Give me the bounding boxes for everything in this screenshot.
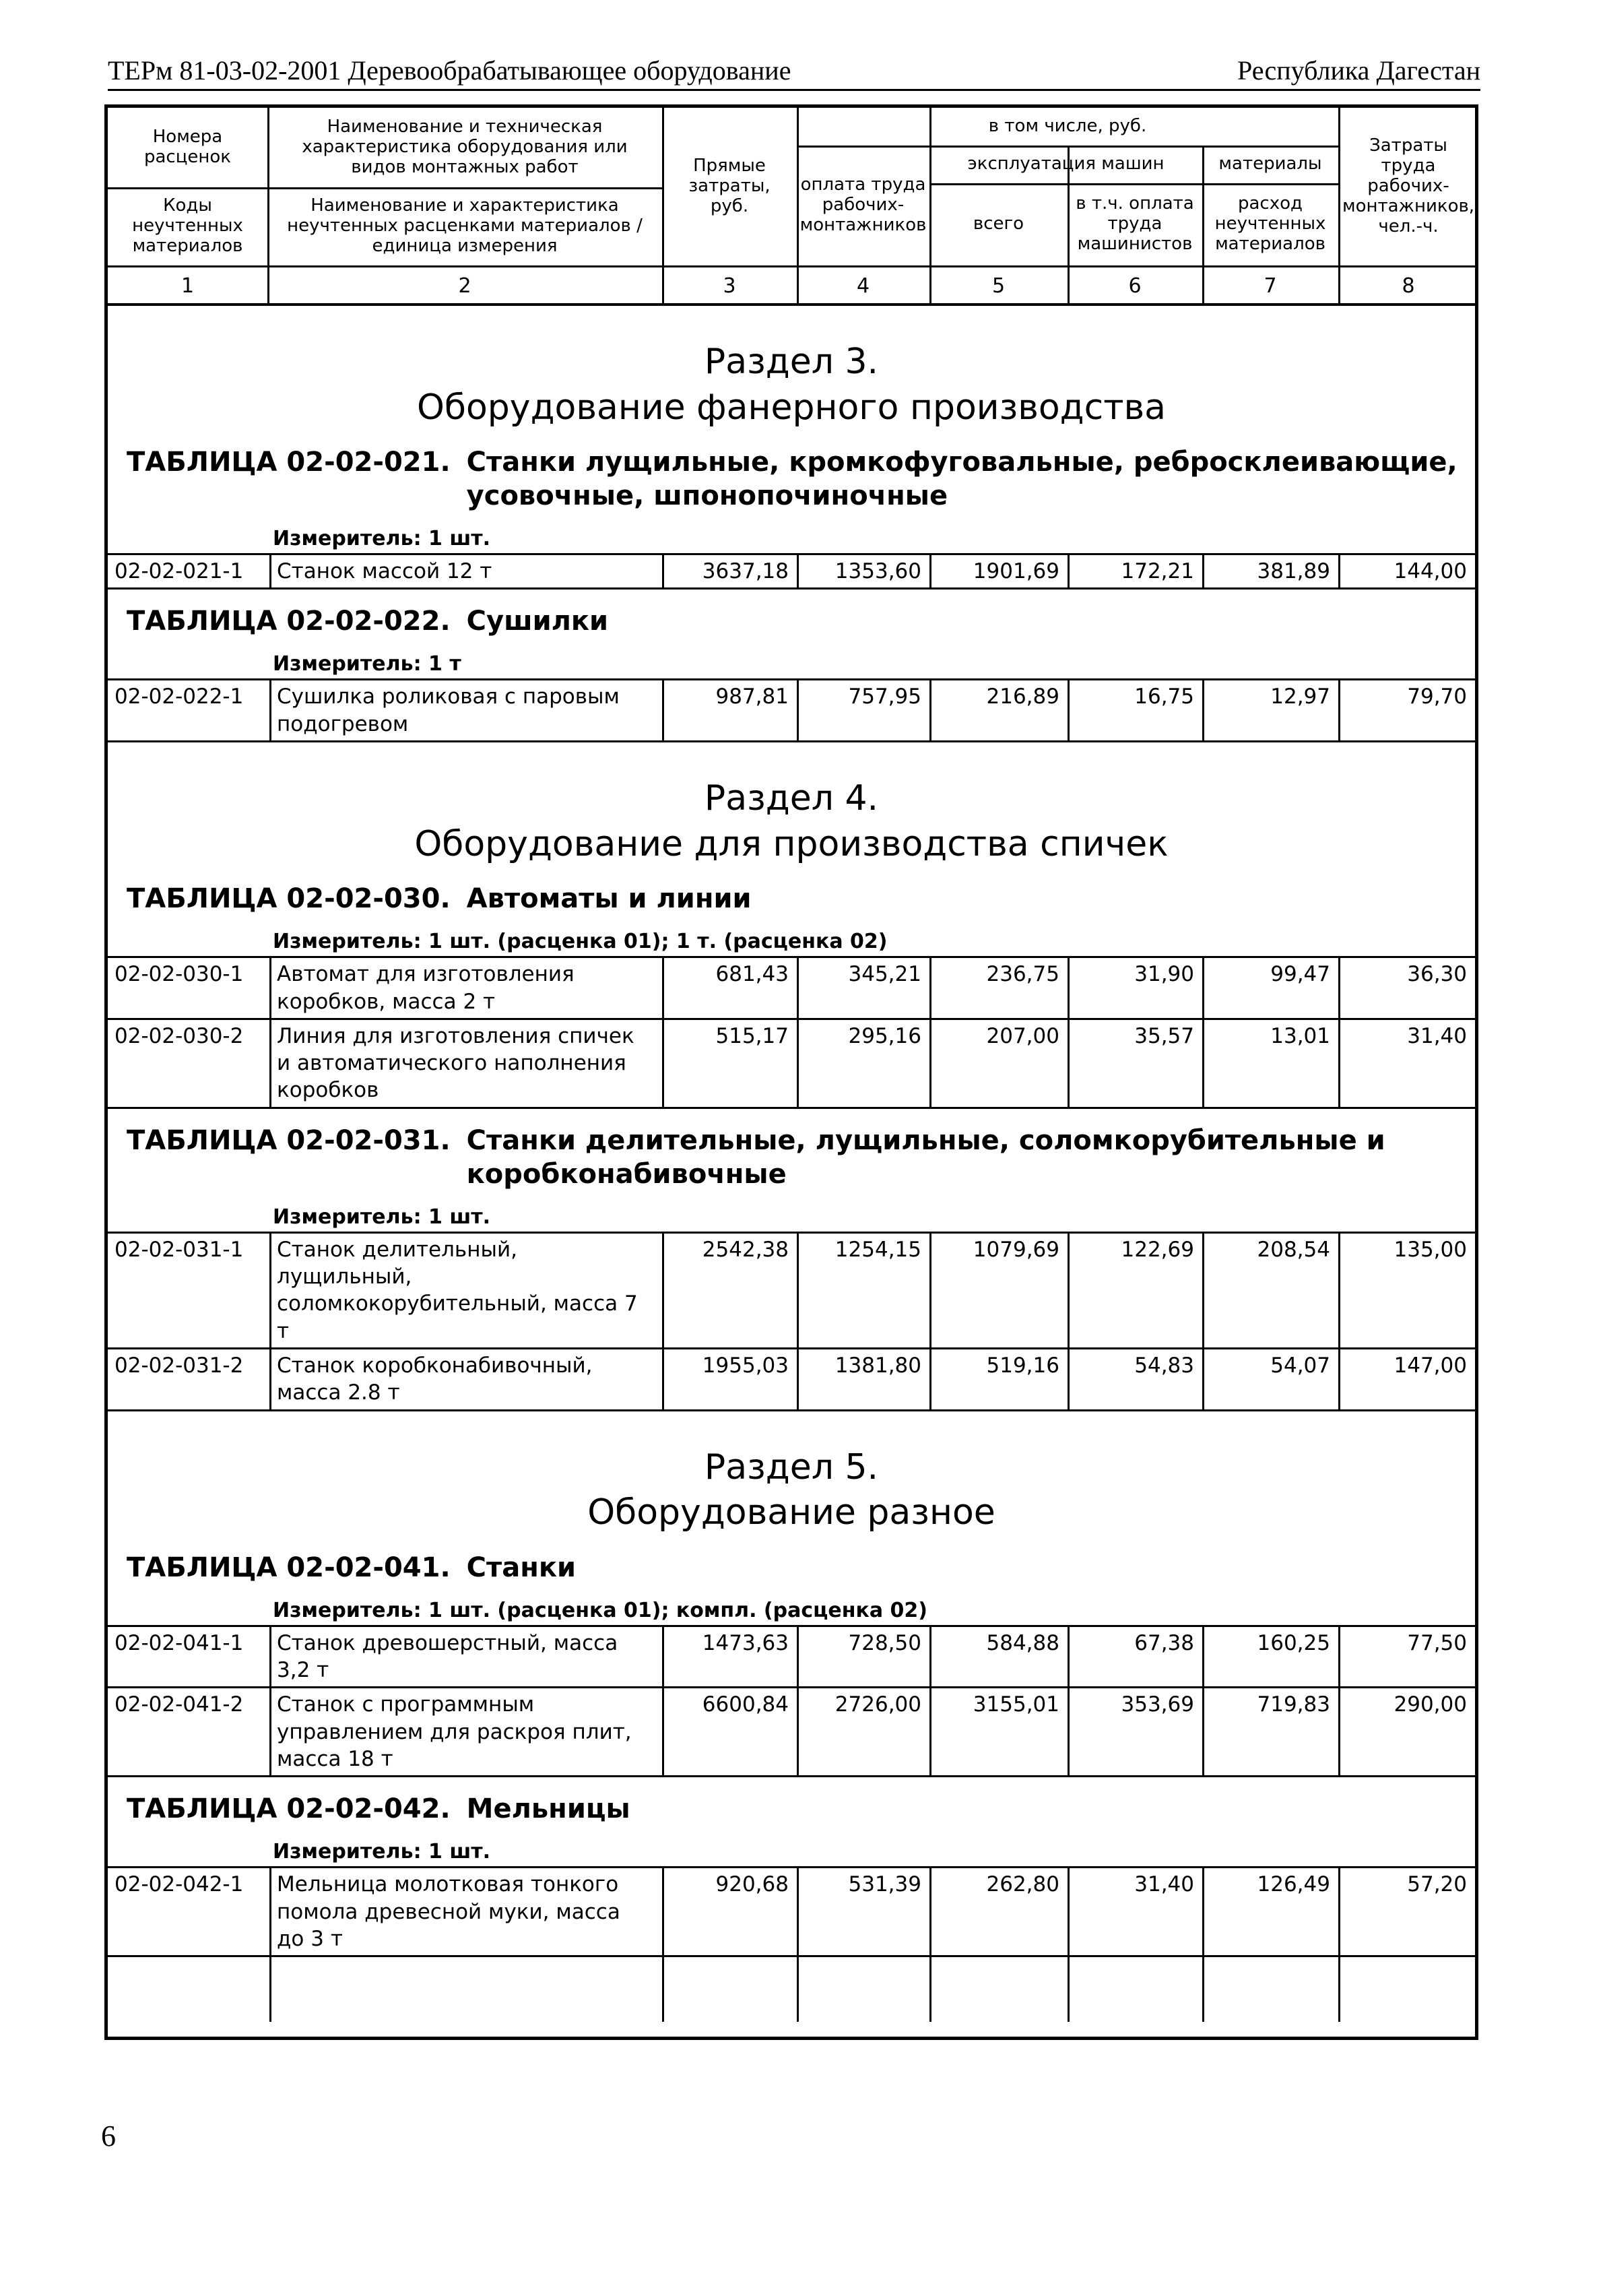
section-title: Раздел 5. [704,1446,879,1488]
table-title [108,1792,1475,1826]
table-label: ТАБЛИЦА 02-02-021. [127,447,451,478]
labor-hours: 31,40 [1338,1020,1475,1107]
equipment-name: Мельница молотковая тонкого помола древесной муки, масса до 3 т [269,1868,662,1955]
operators-pay: 172,21 [1068,555,1202,587]
table-name: Автоматы и линии [466,883,752,915]
equipment-name: Станок с программным управлением для раскроя плит, масса 18 т [269,1688,662,1775]
labor-pay: 345,21 [797,958,929,1018]
machines-total: 216,89 [929,680,1068,740]
column-number: 6 [1128,274,1142,298]
section-title: Раздел 3. [704,342,879,382]
equipment-name: Линия для изготовления спичек и автоматического наполнения коробков [269,1020,662,1107]
machines-total: 3155,01 [929,1688,1068,1775]
labor-hours: 135,00 [1338,1234,1475,1347]
labor-pay: 1254,15 [797,1234,929,1347]
table-label: ТАБЛИЦА 02-02-030. [127,883,451,915]
operators-pay: 54,83 [1068,1349,1202,1409]
section-subtitle: Оборудование разное [587,1492,995,1533]
table-row [108,1347,1475,1411]
table-body [108,340,1475,2022]
table-label: ТАБЛИЦА 02-02-041. [127,1552,451,1583]
column-number: 2 [458,274,471,298]
labor-hours: 79,70 [1338,680,1475,740]
materials-cost: 208,54 [1202,1234,1338,1347]
equipment-name: Станок древошерстный, масса 3,2 т [269,1627,662,1687]
column-number: 1 [181,274,195,298]
price-table [104,104,1478,2040]
direct-costs: 6600,84 [662,1688,797,1775]
operators-pay: 35,57 [1068,1020,1202,1107]
rate-code: 02-02-042-1 [114,1872,244,1897]
operators-pay: 67,38 [1068,1627,1202,1687]
machines-total: 236,75 [929,958,1068,1018]
column-number: 5 [991,274,1006,298]
section-heading [108,1445,1475,1536]
section-title: Раздел 4. [704,778,879,819]
header-direct-costs: Прямые затраты, руб. [688,156,771,216]
table-title [108,604,1475,638]
direct-costs: 1955,03 [662,1349,797,1409]
equipment-name: Сушилка роликовая с паровым подогревом [269,680,662,740]
direct-costs: 515,17 [662,1020,797,1107]
section-heading [108,340,1475,430]
header-material-codes: Коды неучтенных материалов [132,195,243,256]
table-label: ТАБЛИЦА 02-02-022. [127,606,451,637]
materials-cost: 719,83 [1202,1688,1338,1775]
materials-cost: 381,89 [1202,555,1338,587]
table-row [108,1232,1475,1347]
header-machines-total: всего [973,214,1024,234]
section-heading [108,776,1475,867]
column-number: 7 [1264,274,1277,298]
machines-total: 262,80 [929,1868,1068,1955]
column-number: 3 [723,274,736,298]
machines-total: 1901,69 [929,555,1068,587]
labor-hours: 36,30 [1338,958,1475,1018]
region-name: Республика Дагестан [1237,55,1480,86]
materials-cost: 160,25 [1202,1627,1338,1687]
table-row [108,1625,1475,1687]
direct-costs: 681,43 [662,958,797,1018]
labor-hours: 77,50 [1338,1627,1475,1687]
equipment-name: Автомат для изготовления коробков, масса 2 т [269,958,662,1018]
table-label: ТАБЛИЦА 02-02-031. [127,1124,451,1156]
labor-hours: 57,20 [1338,1868,1475,1955]
direct-costs: 3637,18 [662,555,797,587]
rate-code: 02-02-041-1 [114,1630,244,1655]
measure-unit: Измеритель: 1 шт. (расценка 01); 1 т. (расценка 02) [273,930,888,954]
equipment-name: Станок коробконабивочный, масса 2.8 т [269,1349,662,1409]
rate-code: 02-02-022-1 [114,684,244,709]
labor-pay: 531,39 [797,1868,929,1955]
table-row [108,678,1475,742]
table-title [108,882,1475,916]
labor-pay: 1353,60 [797,555,929,587]
labor-pay: 1381,80 [797,1349,929,1409]
header-machines: эксплуатация машин [967,154,1165,174]
table-name: Мельницы [466,1793,630,1825]
column-number: 4 [856,274,870,298]
header-material-name: Наименование и характеристика неучтенных расценками материалов / единица измерения [287,195,643,256]
machines-total: 519,16 [929,1349,1068,1409]
equipment-name: Станок массой 12 т [269,555,662,587]
table-row [108,553,1475,589]
materials-cost: 13,01 [1202,1020,1338,1107]
equipment-name: Станок делительный, лущильный, соломкокорубительный, масса 7 т [269,1234,662,1347]
labor-pay: 728,50 [797,1627,929,1687]
table-title [108,445,1475,513]
measure-unit: Измеритель: 1 шт. [273,1840,490,1864]
labor-pay: 2726,00 [797,1688,929,1775]
rate-code: 02-02-041-2 [114,1692,244,1717]
column-number: 8 [1402,274,1415,298]
table-title [108,1551,1475,1585]
labor-pay: 295,16 [797,1020,929,1107]
operators-pay: 31,40 [1068,1868,1202,1955]
measure-unit: Измеритель: 1 шт. [273,527,490,551]
machines-total: 207,00 [929,1020,1068,1107]
measure-unit: Измеритель: 1 т [273,652,461,676]
operators-pay: 16,75 [1068,680,1202,740]
section-subtitle: Оборудование для производства спичек [414,823,1169,864]
header-labor-pay: оплата труда рабочих-монтажников [799,174,927,235]
table-row [108,1866,1475,1957]
table-name: Станки [466,1552,576,1583]
rate-code: 02-02-021-1 [114,559,244,584]
rate-code: 02-02-030-1 [114,962,244,987]
operators-pay: 122,69 [1068,1234,1202,1347]
machines-total: 1079,69 [929,1234,1068,1347]
machines-total: 584,88 [929,1627,1068,1687]
column-numbers [108,265,1475,305]
rate-code: 02-02-030-2 [114,1023,244,1048]
page-header [108,47,1480,91]
header-including: в том числе, руб. [988,116,1147,137]
operators-pay: 353,69 [1068,1688,1202,1775]
header-labor-hours: Затраты труда рабочих-монтажников, чел.-ч. [1342,135,1475,236]
materials-cost: 126,49 [1202,1868,1338,1955]
rate-code: 02-02-031-1 [114,1237,244,1262]
header-rate-numbers: Номера расценок [143,127,232,167]
direct-costs: 2542,38 [662,1234,797,1347]
labor-hours: 290,00 [1338,1688,1475,1775]
direct-costs: 987,81 [662,680,797,740]
table-row [108,1018,1475,1109]
table-row [108,1686,1475,1777]
header-operators-pay: в т.ч. оплата труда машинистов [1076,193,1194,254]
direct-costs: 920,68 [662,1868,797,1955]
rate-code: 02-02-031-2 [114,1353,244,1378]
measure-unit: Измеритель: 1 шт. [273,1205,490,1229]
table-name: Станки делительные, лущильные, соломкорубительные и коробконабивочные [466,1124,1385,1190]
document-title: ТЕРм 81-03-02-2001 Деревообрабатывающее оборудование [108,55,791,86]
section-subtitle: Оборудование фанерного производства [416,387,1167,428]
table-header [108,108,1475,306]
direct-costs: 1473,63 [662,1627,797,1687]
materials-cost: 54,07 [1202,1349,1338,1409]
header-name: Наименование и техническая характеристика оборудования или видов монтажных работ [302,117,628,177]
table-label: ТАБЛИЦА 02-02-042. [127,1793,451,1825]
labor-hours: 147,00 [1338,1349,1475,1409]
table-name: Станки лущильные, кромкофуговальные, ребросклеивающие, усовочные, шпонопочиночные [466,447,1457,512]
header-material-consumption: расход неучтенных материалов [1214,193,1326,254]
labor-hours: 144,00 [1338,555,1475,587]
table-name: Сушилки [466,606,609,637]
table-title [108,1124,1475,1191]
labor-pay: 757,95 [797,680,929,740]
page-number: 6 [101,2119,116,2152]
measure-unit: Измеритель: 1 шт. (расценка 01); компл. (расценка 02) [273,1598,927,1622]
materials-cost: 99,47 [1202,958,1338,1018]
operators-pay: 31,90 [1068,958,1202,1018]
materials-cost: 12,97 [1202,680,1338,740]
table-row [108,956,1475,1018]
header-materials: материалы [1218,154,1322,174]
table-trailing-space [108,1957,1475,2022]
